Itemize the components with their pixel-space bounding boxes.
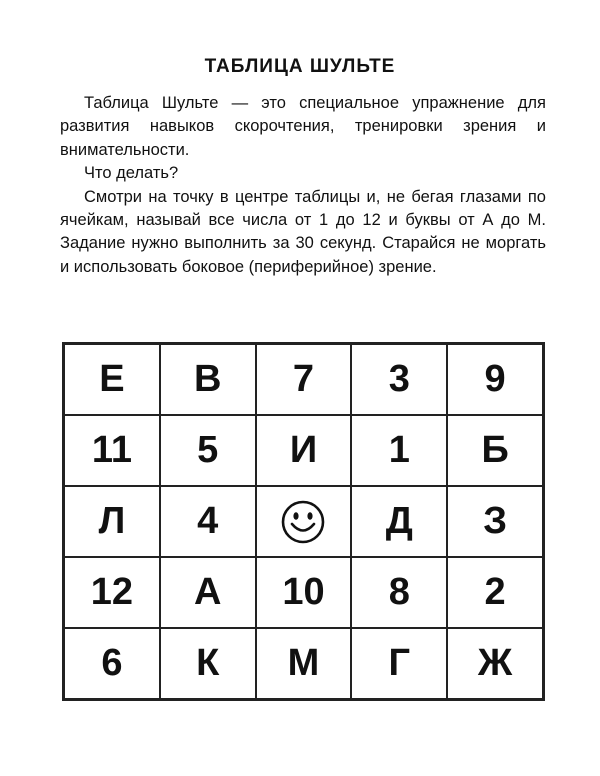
table-cell: Л — [64, 486, 160, 557]
table-cell: Б — [447, 415, 543, 486]
intro-paragraph: Таблица Шульте — это специальное упражнение для развития навыков скорочтения, тренировки зрения и внимательности. — [60, 94, 546, 159]
table-cell: 6 — [64, 628, 160, 699]
table-cell: Ж — [447, 628, 543, 699]
table-cell: 3 — [351, 344, 447, 415]
instructions — [60, 92, 546, 279]
table-cell: 10 — [256, 557, 352, 628]
smiley-icon — [280, 499, 326, 545]
table-cell: Д — [351, 486, 447, 557]
table-cell: 7 — [256, 344, 352, 415]
table-cell: 1 — [351, 415, 447, 486]
table-cell: В — [160, 344, 256, 415]
table-cell: М — [256, 628, 352, 699]
page-title: ТАБЛИЦА ШУЛЬТЕ — [204, 56, 396, 77]
table-cell: 9 — [447, 344, 543, 415]
table-cell: 4 — [160, 486, 256, 557]
center-cell — [256, 486, 352, 557]
table-cell: Е — [64, 344, 160, 415]
table-cell: Г — [351, 628, 447, 699]
question-paragraph: Что делать? — [84, 164, 179, 183]
table-cell: 12 — [64, 557, 160, 628]
table-cell: А — [160, 557, 256, 628]
table-cell: К — [160, 628, 256, 699]
table-cell: 2 — [447, 557, 543, 628]
table-cell: 8 — [351, 557, 447, 628]
table-cell: З — [447, 486, 543, 557]
table-cell: 5 — [160, 415, 256, 486]
table-cell: 11 — [64, 415, 160, 486]
table-cell: И — [256, 415, 352, 486]
task-paragraph: Смотри на точку в центре таблицы и, не бегая глазами по ячейкам, называй все числа от 1 до 12 и буквы от А до М. Задание нужно выполнить за 30 секунд. Старайся не моргать и использовать боковое (периферийное) зрение. — [60, 187, 546, 276]
schulte-table — [62, 342, 545, 701]
